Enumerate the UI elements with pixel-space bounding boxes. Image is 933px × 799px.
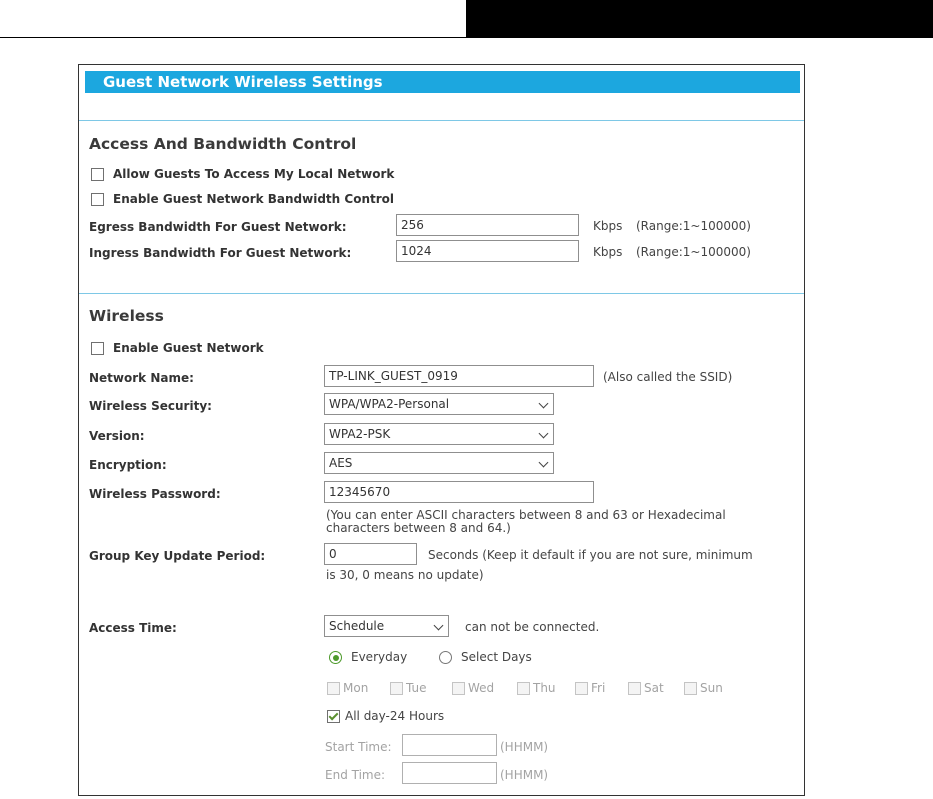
day-label-mon: Mon	[343, 681, 369, 695]
wireless-password-input[interactable]: 12345670	[324, 481, 594, 503]
chevron-down-icon	[539, 458, 549, 468]
day-checkbox-mon[interactable]	[327, 682, 340, 695]
day-checkbox-sat[interactable]	[628, 682, 641, 695]
day-label-thu: Thu	[533, 681, 556, 695]
day-label-tue: Tue	[406, 681, 427, 695]
end-time-input[interactable]	[402, 762, 497, 784]
guest-network-panel	[78, 64, 805, 796]
wireless-section-title: Wireless	[89, 307, 164, 325]
version-label: Version:	[89, 429, 145, 443]
separator	[79, 293, 804, 294]
all-day-label: All day-24 Hours	[345, 709, 445, 723]
ingress-range: (Range:1~100000)	[636, 245, 751, 259]
ingress-bandwidth-input[interactable]: 1024	[396, 240, 579, 262]
end-time-label: End Time:	[325, 768, 386, 782]
select-days-radio[interactable]	[439, 651, 452, 664]
enable-guest-network-checkbox[interactable]	[91, 342, 104, 355]
access-time-suffix: can not be connected.	[465, 620, 600, 634]
everyday-radio[interactable]	[329, 651, 342, 664]
network-name-input[interactable]: TP-LINK_GUEST_0919	[324, 365, 594, 387]
egress-range: (Range:1~100000)	[636, 219, 751, 233]
version-value: WPA2-PSK	[329, 427, 391, 441]
version-select[interactable]	[324, 423, 554, 445]
start-time-hint: (HHMM)	[500, 740, 549, 754]
access-time-value: Schedule	[329, 619, 385, 633]
chevron-down-icon	[434, 621, 444, 631]
separator	[79, 120, 804, 121]
day-label-sun: Sun	[700, 681, 723, 695]
wireless-security-value: WPA/WPA2-Personal	[329, 397, 450, 411]
day-label-wed: Wed	[468, 681, 495, 695]
egress-label: Egress Bandwidth For Guest Network:	[89, 220, 347, 234]
enable-guest-network-label: Enable Guest Network	[113, 341, 264, 355]
allow-local-access-label: Allow Guests To Access My Local Network	[113, 167, 395, 181]
encryption-value: AES	[329, 456, 353, 470]
encryption-label: Encryption:	[89, 458, 167, 472]
day-label-fri: Fri	[591, 681, 606, 695]
network-name-label: Network Name:	[89, 371, 194, 385]
day-checkbox-tue[interactable]	[390, 682, 403, 695]
chevron-down-icon	[539, 429, 549, 439]
day-checkbox-wed[interactable]	[452, 682, 465, 695]
wireless-password-label: Wireless Password:	[89, 487, 221, 501]
page-top-rule	[0, 37, 468, 38]
all-day-checkbox[interactable]	[327, 710, 340, 723]
access-section-title: Access And Bandwidth Control	[89, 135, 357, 153]
egress-bandwidth-input[interactable]: 256	[396, 214, 579, 236]
password-hint-line-2: characters between 8 and 64.)	[326, 521, 511, 535]
start-time-label: Start Time:	[325, 740, 392, 754]
allow-local-access-checkbox[interactable]	[91, 168, 104, 181]
wireless-security-label: Wireless Security:	[89, 399, 212, 413]
group-key-label: Group Key Update Period:	[89, 549, 266, 563]
ssid-hint: (Also called the SSID)	[603, 370, 733, 384]
panel-title: Guest Network Wireless Settings	[85, 71, 800, 93]
egress-unit: Kbps	[593, 219, 623, 233]
page-header-bar	[466, 0, 933, 38]
group-key-hint-line-2: is 30, 0 means no update)	[326, 568, 484, 582]
day-label-sat: Sat	[644, 681, 664, 695]
bandwidth-control-label: Enable Guest Network Bandwidth Control	[113, 192, 394, 206]
end-time-hint: (HHMM)	[500, 768, 549, 782]
day-checkbox-sun[interactable]	[684, 682, 697, 695]
password-hint-line-1: (You can enter ASCII characters between 8 and 63 or Hexadecimal	[326, 508, 726, 522]
access-time-label: Access Time:	[89, 621, 177, 635]
group-key-hint-line-1: Seconds (Keep it default if you are not sure, minimum	[428, 548, 753, 562]
bandwidth-control-checkbox[interactable]	[91, 193, 104, 206]
select-days-label: Select Days	[461, 650, 532, 664]
day-checkbox-thu[interactable]	[517, 682, 530, 695]
start-time-input[interactable]	[402, 734, 497, 756]
access-time-select[interactable]	[324, 615, 449, 637]
everyday-label: Everyday	[351, 650, 408, 664]
chevron-down-icon	[539, 399, 549, 409]
encryption-select[interactable]	[324, 452, 554, 474]
group-key-input[interactable]: 0	[324, 543, 417, 565]
ingress-label: Ingress Bandwidth For Guest Network:	[89, 246, 352, 260]
wireless-security-select[interactable]	[324, 393, 554, 415]
day-checkbox-fri[interactable]	[575, 682, 588, 695]
ingress-unit: Kbps	[593, 245, 623, 259]
